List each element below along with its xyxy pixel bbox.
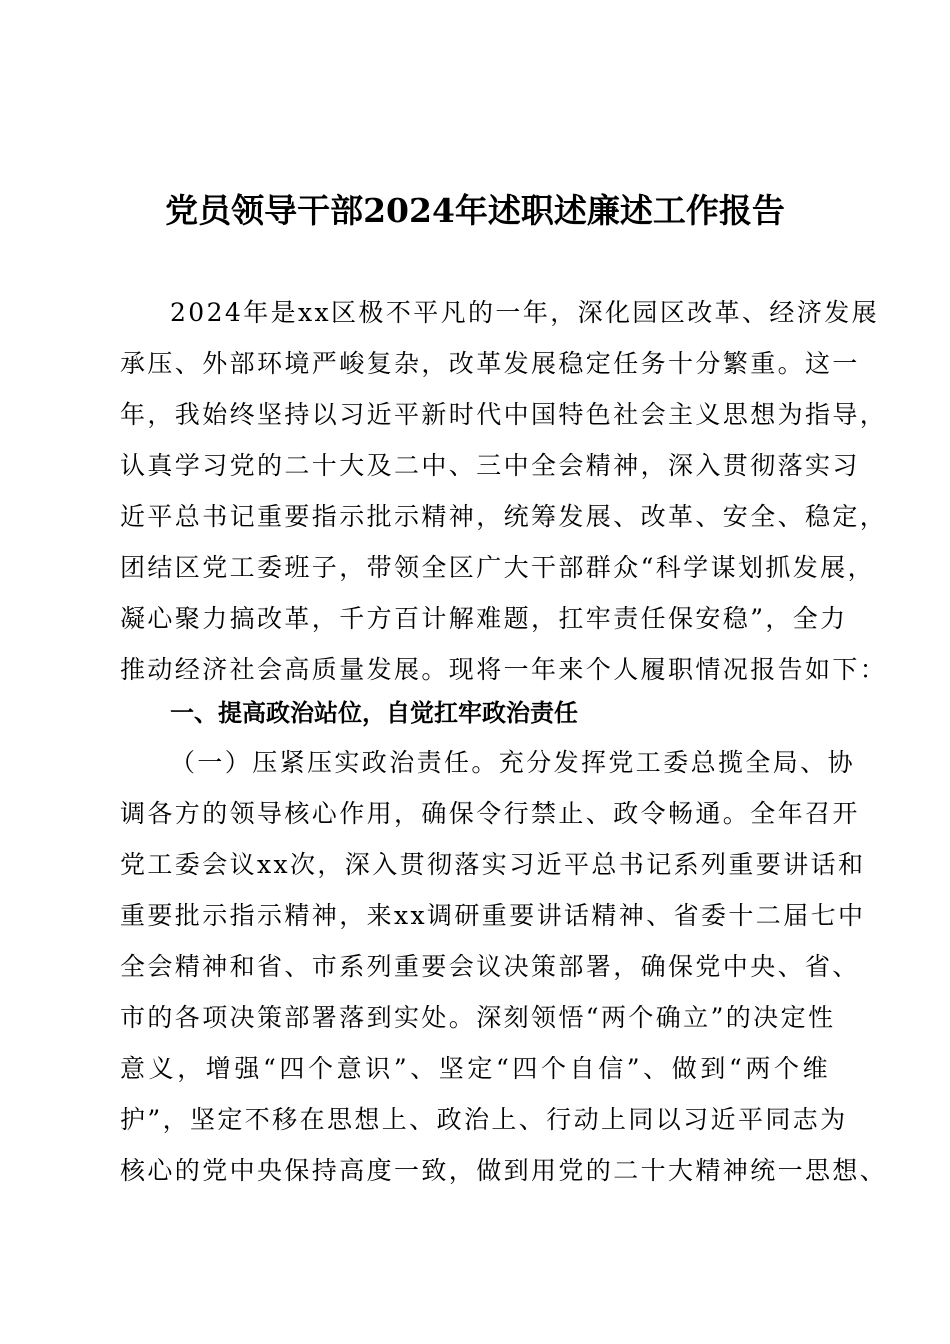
paragraph-line: 推动经济社会高质量发展。现将一年来个人履职情况报告如下： — [120, 655, 888, 684]
paragraph-line: 凝心聚力搞改革，千方百计解难题，扛牢责任保安稳”，全力 — [120, 604, 848, 633]
paragraph-line: 核心的党中央保持高度一致，做到用党的二十大精神统一思想、 — [120, 1156, 888, 1185]
paragraph-line: 护”，坚定不移在思想上、政治上、行动上同以习近平同志为 — [120, 1105, 848, 1134]
paragraph-line: 2024年是xx区极不平凡的一年，深化园区改革、经济发展 — [170, 298, 880, 327]
paragraph-line: 市的各项决策部署落到实处。深刻领悟“两个确立”的决定性 — [120, 1003, 836, 1032]
section-heading: 一、提高政治站位，自觉扛牢政治责任 — [170, 699, 578, 727]
paragraph-line: （一）压紧压实政治责任。充分发挥党工委总揽全局、协 — [170, 748, 856, 777]
paragraph-line: 近平总书记重要指示批示精神，统筹发展、改革、安全、稳定， — [120, 502, 888, 531]
paragraph-line: 全会精神和省、市系列重要会议决策部署，确保党中央、省、 — [120, 952, 860, 981]
paragraph-intro — [120, 287, 888, 695]
paragraph-line: 意义，增强“四个意识”、坚定“四个自信”、做到“两个维 — [120, 1054, 830, 1083]
paragraph-line: 调各方的领导核心作用，确保令行禁止、政令畅通。全年召开 — [120, 799, 860, 828]
paragraph-political-responsibility — [120, 737, 888, 1196]
paragraph-line: 党工委会议xx次，深入贯彻落实习近平总书记系列重要讲话和 — [120, 850, 866, 879]
document-title: 党员领导干部2024年述职述廉述工作报告 — [165, 191, 785, 230]
paragraph-line: 团结区党工委班子，带领全区广大干部群众“科学谋划抓发展， — [120, 553, 875, 582]
paragraph-line: 年，我始终坚持以习近平新时代中国特色社会主义思想为指导， — [120, 400, 888, 429]
paragraph-line: 认真学习党的二十大及二中、三中全会精神，深入贯彻落实习 — [120, 451, 860, 480]
paragraph-line: 承压、外部环境严峻复杂，改革发展稳定任务十分繁重。这一 — [120, 349, 860, 378]
paragraph-line: 重要批示指示精神，来xx调研重要讲话精神、省委十二届七中 — [120, 901, 866, 930]
